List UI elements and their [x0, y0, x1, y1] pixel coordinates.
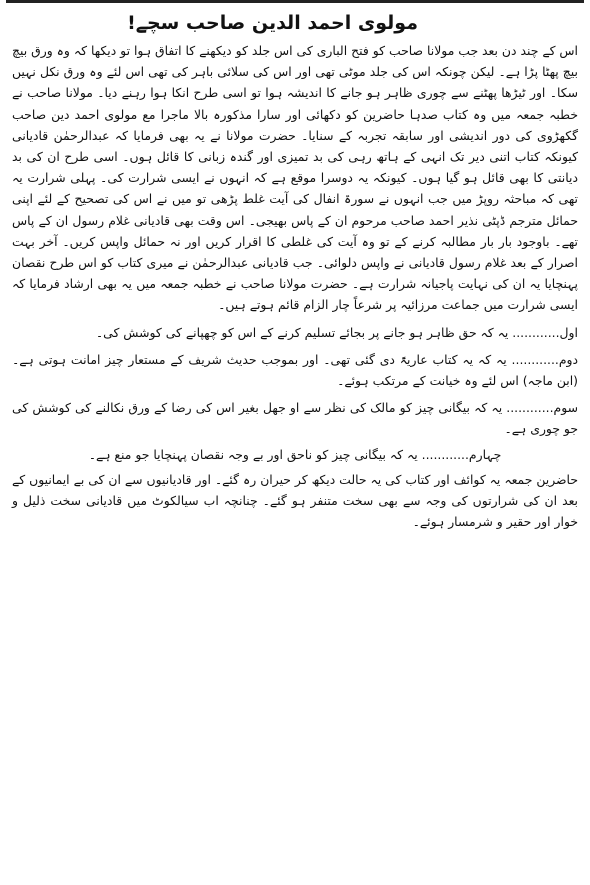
- point-fourth: چہارم............ یہ کہ بیگانی چیز کو ناحق اور بے وجہ نقصان پہنچایا جو منع ہے۔: [88, 446, 502, 462]
- point-first: اول............ یہ کہ حق ظاہر ہو جانے پر بجائے تسلیم کرنے کے اس کو چھپانے کی کوشش کی۔: [95, 324, 578, 340]
- body-paragraph-2: حاضرین جمعہ یہ کوائف اور کتاب کی یہ حالت دیکھ کر حیران رہ گئے۔ اور قادیانیوں سے ان کی بے ایمانیوں کے بعد ان کی شرارتوں کی وجہ سے بھی سخت متنفر ہو گئے۔ چنانچہ اب سیالکوٹ میں قادیانی سخت ذلیل و خوار اور حقیر و شرمسار ہوئے۔: [12, 471, 578, 530]
- document-page: [12, 6, 578, 875]
- body-paragraph-1: اس کے چند دن بعد جب مولانا صاحب کو فتح الباری کی اس جلد کو دیکھنے کا اتفاق ہوا تو دیکھا کہ وہ ورق بیچ بیچ پھٹا پڑا ہے۔ لیکن چونکہ اس کی جلد موٹی تھی اور اس کی سلائی باہر کی تھی اس لئے وہ ورق نکل نہیں سکا۔ اور ٹیڑھا پھٹنے سے چوری ظاہر ہو جانے کا اندیشہ ہوا تو اسی طرح انکا ہوا رہنے دیا۔ مولانا صاحب نے خطبہ جمعہ میں وہ کتاب صدہا حاضرین کو دکھائی اور سارا مذکورہ بالا ماجرا مع مولوی احمد دین صاحب گکھڑوی کی دور اندیشی اور سابقہ تجربہ کے سنایا۔ حضرت مولانا نے یہ بھی فرمایا کہ عبدالرحمٰن قادیانی کیونکہ کتاب اتنی دیر تک انہی کے ہاتھ رہی کی بد تمیزی اور گندہ زبانی کا قائل ہوں۔ اسی طرح ان کی بد دیانتی کا بھی قائل ہو گیا ہوں۔ کیونکہ یہ دوسرا موقع ہے کہ انہوں نے ایسی شرارت کی۔ پہلی شرارت یہ تھی کہ مباحثہ روپڑ میں جب انہوں نے سورۃ انفال کی آیت غلط پڑھی تو میں نے اس کی تصحیح کے لئے اپنی حمائل مترجم ڈپٹی نذیر احمد صاحب مرحوم ان کے پاس بھیجی۔ اس وقت بھی قادیانی غلام رسول ان کے پاس تھے۔ باوجود بار بار مطالبہ کرنے کے تو وہ آیت کی غلطی کا اقرار کریں اور نہ حمائل واپس کریں۔ آخر بہت اصرار کے بعد غلام رسول قادیانی نے واپس دلوائی۔ جب قادیانی عبدالرحمٰن نے میری کتاب کو اس طرح نقصان پہنچایا یہ ان کی نہایت پاجیانہ شرارت ہے۔ حضرت مولانا صاحب نے خطبہ جمعہ میں یہ بھی ارشاد فرمایا کہ ایسی شرارت میں جماعت مرزائیہ پر شرعاً چار الزام قائم ہوتے ہیں۔: [12, 43, 578, 313]
- top-rule: [6, 0, 584, 3]
- point-third: سوم............ یہ کہ بیگانی چیز کو مالک کی نظر سے او جھل بغیر اس کی رضا کے ورق نکالنے کی کوشش کی جو چوری ہے۔: [12, 400, 578, 437]
- page-title: مولوی احمد الدین صاحب سچے!: [127, 12, 418, 34]
- point-second: دوم............ یہ کہ یہ کتاب عاریۃً دی گئی تھی۔ اور بموجب حدیث شریف کے مستعار چیز امانت ہوتی ہے۔ (ابن ماجہ) اس لئے وہ خیانت کے مرتکب ہوئے۔: [12, 351, 578, 389]
